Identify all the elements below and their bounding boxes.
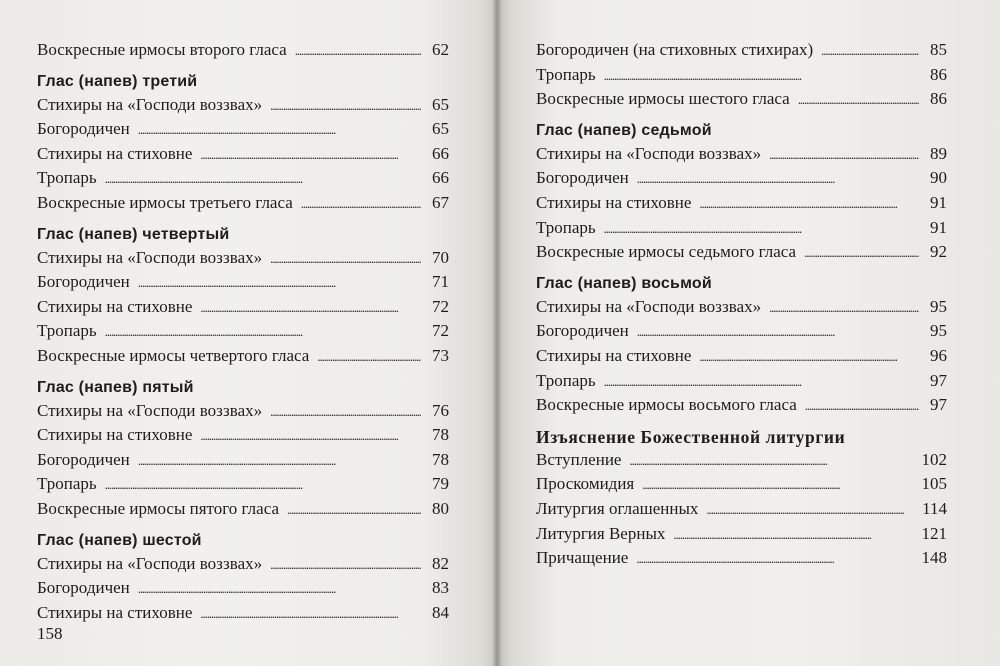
toc-entry-title: Богородичен bbox=[536, 321, 629, 341]
toc-entry bbox=[536, 240, 947, 265]
dot-leader bbox=[301, 192, 421, 217]
dot-leader bbox=[821, 39, 919, 64]
dot-leader bbox=[200, 296, 421, 321]
toc-entry-page: 62 bbox=[432, 40, 449, 59]
toc-entry-title: Стихиры на стиховне bbox=[37, 425, 193, 445]
toc-entry bbox=[37, 576, 449, 601]
toc-entry bbox=[37, 295, 449, 320]
toc-entry-page: 86 bbox=[930, 89, 947, 109]
toc-entry bbox=[37, 448, 449, 473]
toc-entry bbox=[37, 246, 449, 271]
toc-entry bbox=[536, 448, 947, 473]
toc-entry bbox=[536, 319, 947, 344]
toc-entry bbox=[37, 166, 449, 191]
toc-entry-page: 84 bbox=[432, 602, 449, 622]
toc-entry-title: Богородичен (на стиховных стихирах) bbox=[536, 40, 814, 59]
toc-entry bbox=[536, 38, 947, 63]
toc-entry-page: 91 bbox=[930, 217, 947, 237]
dot-leader bbox=[798, 88, 919, 113]
dot-leader bbox=[200, 602, 421, 627]
toc-entry-title: Воскресные ирмосы второго гласа bbox=[37, 40, 287, 59]
toc-entry-title: Богородичен bbox=[536, 168, 629, 188]
toc-entry-title: Богородичен bbox=[37, 272, 130, 292]
dot-leader bbox=[138, 449, 421, 474]
toc-entry-page: 95 bbox=[930, 321, 947, 341]
dot-leader bbox=[138, 118, 421, 143]
toc-entry-title: Тропарь bbox=[37, 321, 97, 341]
toc-right bbox=[536, 38, 947, 571]
toc-entry-page: 66 bbox=[432, 168, 449, 188]
dot-leader bbox=[270, 553, 421, 578]
toc-entry-title: Стихиры на стиховне bbox=[37, 143, 193, 163]
dot-leader bbox=[105, 473, 421, 498]
toc-entry-page: 97 bbox=[930, 370, 947, 390]
dot-leader bbox=[604, 217, 919, 242]
toc-entry bbox=[37, 399, 449, 424]
toc-entry bbox=[536, 497, 947, 522]
dot-leader bbox=[699, 192, 919, 217]
toc-entry-title: Стихиры на «Господи воззвах» bbox=[37, 94, 263, 114]
toc-entry-title: Стихиры на «Господи воззвах» bbox=[536, 143, 762, 163]
toc-entry-title: Стихиры на стиховне bbox=[37, 296, 193, 316]
dot-leader bbox=[699, 345, 919, 370]
toc-entry-page: 78 bbox=[432, 425, 449, 445]
toc-entry bbox=[536, 87, 947, 112]
toc-entry-page: 65 bbox=[432, 94, 449, 114]
toc-entry-title: Воскресные ирмосы пятого гласа bbox=[37, 498, 279, 518]
dot-leader bbox=[270, 94, 421, 119]
toc-entry-page: 72 bbox=[432, 296, 449, 316]
toc-entry-page: 92 bbox=[930, 242, 947, 262]
toc-entry-page: 105 bbox=[921, 474, 947, 494]
toc-entry-title: Тропарь bbox=[37, 168, 97, 188]
dot-leader bbox=[604, 64, 919, 89]
toc-entry-title: Тропарь bbox=[37, 474, 97, 494]
toc-entry-page: 70 bbox=[432, 247, 449, 267]
toc-entry-page: 91 bbox=[930, 192, 947, 212]
dot-leader bbox=[706, 498, 916, 523]
toc-entry-page: 66 bbox=[432, 143, 449, 163]
section-heading: Изъяснение Божественной литургии bbox=[536, 426, 846, 447]
toc-entry bbox=[37, 472, 449, 497]
toc-entry-title: Воскресные ирмосы шестого гласа bbox=[536, 89, 790, 109]
toc-entry-title: Стихиры на «Господи воззвах» bbox=[37, 400, 263, 420]
dot-leader bbox=[769, 143, 919, 168]
toc-entry bbox=[37, 270, 449, 295]
dot-leader bbox=[636, 547, 915, 572]
toc-entry bbox=[37, 117, 449, 142]
dot-leader bbox=[287, 498, 421, 523]
toc-entry bbox=[536, 344, 947, 369]
toc-entry bbox=[37, 142, 449, 167]
toc-entry bbox=[536, 393, 947, 418]
dot-leader bbox=[769, 296, 919, 321]
dot-leader bbox=[804, 241, 919, 266]
dot-leader bbox=[295, 39, 421, 64]
page-number: 158 bbox=[37, 624, 63, 643]
toc-entry bbox=[536, 546, 947, 571]
toc-entry-page: 89 bbox=[930, 143, 947, 163]
toc-entry-title: Воскресные ирмосы седьмого гласа bbox=[536, 242, 797, 262]
toc-entry bbox=[536, 369, 947, 394]
toc-entry-page: 80 bbox=[432, 498, 449, 518]
toc-entry-page: 90 bbox=[930, 168, 947, 188]
toc-entry-title: Литургия оглашенных bbox=[536, 498, 699, 518]
dot-leader bbox=[200, 143, 421, 168]
dot-leader bbox=[105, 167, 421, 192]
section-heading: Глас (напев) седьмой bbox=[536, 121, 712, 139]
section-heading: Глас (напев) четвертый bbox=[37, 225, 230, 243]
toc-entry-page: 95 bbox=[930, 296, 947, 316]
toc-entry bbox=[37, 191, 449, 216]
toc-left bbox=[37, 38, 449, 625]
section-heading: Глас (напев) восьмой bbox=[536, 274, 712, 292]
toc-entry-page: 71 bbox=[432, 272, 449, 292]
dot-leader bbox=[642, 473, 915, 498]
toc-entry-title: Воскресные ирмосы третьего гласа bbox=[37, 192, 293, 212]
dot-leader bbox=[604, 370, 919, 395]
toc-entry-page: 73 bbox=[432, 345, 449, 365]
toc-entry-page: 114 bbox=[922, 498, 947, 518]
dot-leader bbox=[200, 424, 421, 449]
dot-leader bbox=[270, 400, 421, 425]
toc-entry bbox=[536, 216, 947, 241]
toc-entry-title: Богородичен bbox=[37, 449, 130, 469]
toc-entry bbox=[37, 319, 449, 344]
dot-leader bbox=[138, 577, 421, 602]
toc-entry-page: 67 bbox=[432, 192, 449, 212]
toc-entry-page: 83 bbox=[432, 578, 449, 598]
toc-entry-title: Литургия Верных bbox=[536, 523, 666, 543]
dot-leader bbox=[270, 247, 421, 272]
toc-entry bbox=[37, 344, 449, 369]
toc-entry-page: 121 bbox=[921, 523, 947, 543]
toc-entry-title: Воскресные ирмосы четвертого гласа bbox=[37, 345, 310, 365]
toc-entry-page: 102 bbox=[921, 449, 947, 469]
toc-entry-page: 72 bbox=[432, 321, 449, 341]
dot-leader bbox=[805, 394, 919, 419]
toc-entry-title: Стихиры на стиховне bbox=[37, 602, 193, 622]
toc-entry bbox=[536, 191, 947, 216]
toc-entry-title: Стихиры на стиховне bbox=[536, 345, 692, 365]
toc-entry-title: Тропарь bbox=[536, 370, 596, 390]
dot-leader bbox=[317, 345, 421, 370]
toc-entry-title: Тропарь bbox=[536, 64, 596, 84]
toc-entry-page: 86 bbox=[930, 64, 947, 84]
toc-entry-page: 78 bbox=[432, 449, 449, 469]
toc-entry-title: Богородичен bbox=[37, 578, 130, 598]
toc-entry-page: 96 bbox=[930, 345, 947, 365]
right-page bbox=[497, 0, 1000, 666]
toc-entry bbox=[37, 93, 449, 118]
toc-entry-page: 97 bbox=[930, 395, 947, 415]
toc-entry-page: 79 bbox=[432, 474, 449, 494]
toc-entry bbox=[536, 472, 947, 497]
toc-entry bbox=[536, 166, 947, 191]
dot-leader bbox=[637, 320, 919, 345]
toc-entry-title: Стихиры на «Господи воззвах» bbox=[37, 553, 263, 573]
book-gutter bbox=[492, 0, 502, 666]
toc-entry bbox=[37, 423, 449, 448]
toc-entry-page: 76 bbox=[432, 400, 449, 420]
toc-entry-title: Вступление bbox=[536, 449, 622, 469]
section-heading: Глас (напев) пятый bbox=[37, 378, 194, 396]
toc-entry-page: 65 bbox=[432, 119, 449, 139]
toc-entry bbox=[536, 142, 947, 167]
toc-entry bbox=[37, 38, 449, 63]
toc-entry-title: Богородичен bbox=[37, 119, 130, 139]
toc-entry bbox=[536, 63, 947, 88]
dot-leader bbox=[629, 449, 915, 474]
toc-entry bbox=[37, 497, 449, 522]
left-page bbox=[0, 0, 497, 666]
dot-leader bbox=[673, 523, 915, 548]
toc-entry-page: 82 bbox=[432, 553, 449, 573]
toc-entry-title: Тропарь bbox=[536, 217, 596, 237]
toc-entry bbox=[37, 601, 449, 626]
dot-leader bbox=[105, 320, 421, 345]
dot-leader bbox=[637, 167, 919, 192]
toc-entry bbox=[536, 522, 947, 547]
section-heading: Глас (напев) шестой bbox=[37, 531, 202, 549]
toc-entry-title: Стихиры на «Господи воззвах» bbox=[536, 296, 762, 316]
section-heading: Глас (напев) третий bbox=[37, 72, 198, 90]
toc-entry-page: 148 bbox=[921, 548, 947, 568]
toc-entry-title: Воскресные ирмосы восьмого гласа bbox=[536, 395, 797, 415]
toc-entry-title: Стихиры на «Господи воззвах» bbox=[37, 247, 263, 267]
toc-entry-title: Проскомидия bbox=[536, 474, 635, 494]
dot-leader bbox=[138, 271, 421, 296]
toc-entry bbox=[37, 552, 449, 577]
toc-entry bbox=[536, 295, 947, 320]
toc-entry-page: 85 bbox=[930, 40, 947, 59]
toc-entry-title: Причащение bbox=[536, 548, 629, 568]
toc-entry-title: Стихиры на стиховне bbox=[536, 192, 692, 212]
